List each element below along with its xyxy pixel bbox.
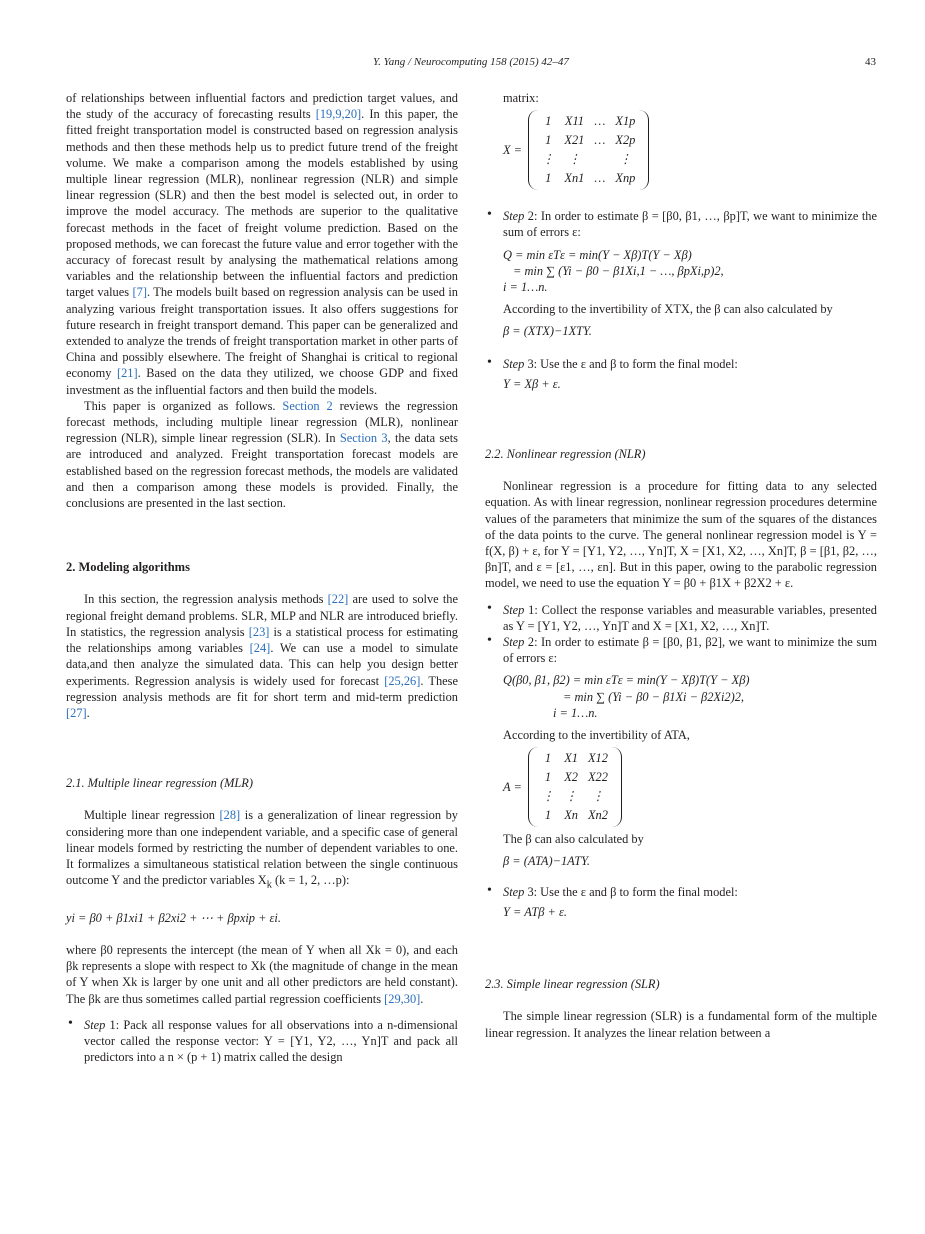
invertibility-note: According to the invertibility of ATA,	[503, 728, 690, 743]
matrix-cell: ⋮	[542, 152, 555, 167]
final-model-equation: Y = ATβ + ε.	[503, 904, 567, 919]
mlr-equation: yi = β0 + β1xi1 + β2xi2 + ⋯ + βpxip + εi.	[66, 910, 281, 925]
matrix-cell: ⋮	[591, 789, 605, 804]
final-model-equation: Y = Xβ + ε.	[503, 376, 561, 391]
matrix-cell: X2p	[615, 133, 636, 148]
intro-paragraph: of relationships between influential factors and prediction target values, and the study of the accuracy of forecasting results [19,9,20]. In this paper, the fitted freight transportation model is constructed based on regression analysis methods and then these methods help us to predict future trend of the freight volume. We make a comparison among the models established by using multiple linear regression (MLR), nonlinear regression (NLR) and simple linear regression (SLR) and then the best model is selected out, in order to improve the model accuracy. The methods are superior to the qualitative forecast methods in the facet of freight volume prediction. Based on the proposed methods, we can forecast the future value and error together with the accuracy of forecast result by analysing the mathematical relations among variables and the relationship between the influential factors and prediction target values [7]. The models built based on regression analysis can be used in analyzing various freight transportation issues. It also offers suggestions for future research in freight transport demand. This paper can be generalized and extended to analyze the trends of freight transportation market in other parts of China and possibly elsewhere. The freight of Shanghai is critical to regional economy [21]. Based on the data they utilized, we choose GDP and fixed investment as the influential factors and then build the models.	[66, 91, 458, 397]
matrix-cell: ⋮	[619, 152, 632, 167]
citation-link[interactable]: [22]	[327, 592, 349, 607]
subsection-heading: 2.2. Nonlinear regression (NLR)	[485, 447, 646, 462]
invertibility-note: According to the invertibility of XTX, the β can also calculated by	[503, 302, 833, 317]
matrix-cell: 1	[544, 751, 552, 766]
matrix-cell: X1	[564, 751, 578, 766]
matrix-cell: ⋮	[541, 789, 555, 804]
section-link[interactable]: Section 3	[339, 431, 388, 446]
citation-link[interactable]: [19,9,20]	[315, 107, 362, 122]
section-link[interactable]: Section 2	[282, 398, 333, 413]
matrix-cell: …	[594, 171, 606, 186]
citation-link[interactable]: [24]	[249, 641, 271, 656]
citation-link[interactable]: [23]	[248, 624, 270, 639]
subsection-heading: 2.1. Multiple linear regression (MLR)	[66, 776, 253, 791]
matrix-cell	[589, 150, 610, 169]
matrix-cell: 1	[544, 808, 552, 823]
matrix-cell: X1p	[615, 114, 636, 129]
beta-equation: β = (XTX)−1XTY.	[503, 324, 592, 339]
page-number: 43	[865, 56, 876, 68]
matrix-cell: …	[594, 133, 606, 148]
citation-link[interactable]: [21]	[116, 366, 138, 381]
matrix-cell: 1	[545, 114, 552, 129]
nlr-least-squares-equation: Q(β0, β1, β2) = min εTε = min(Y − Xβ)T(Y − Xβ) = min ∑ (Yi − β0 − β1Xi − β2Xi2)2, i = 1…n.	[503, 673, 750, 720]
section-intro-paragraph: In this section, the regression analysis methods [22] are used to solve the regional freight demand problems. SLR, MLP and NLR are introduced briefly. In statistics, the regression analysis [23] is a statistical process for estimating the relationships among variables [24]. We can use a model to simulate data,and then analyze the simulated data. This can help you design better experiments. Regression analysis is widely used for forecast [25,26]. These regression analysis methods are fit for short term and mid-term prediction [27].	[66, 592, 458, 720]
matrix-cell: ⋮	[568, 152, 581, 167]
citation-link[interactable]: [25,26]	[384, 673, 421, 688]
mlr-paragraph: Multiple linear regression [28] is a generalization of linear regression by considering more than one independent variable, and a specific case of general linear models formed by restricting the number of dependent variables to one. It formalizes a simultaneous statistical relation between the single continuous outcome Y and the predictor variables $X_k$ (k = 1, 2, …p):	[66, 808, 458, 891]
matrix-cell: X12	[587, 751, 608, 766]
citation-link[interactable]: [27]	[66, 705, 87, 720]
nlr-paragraph: Nonlinear regression is a procedure for fitting data to any selected equation. As with linear regression, nonlinear regression procedures determine values of the parameters that minimize the sum of the squares of the distances of the data points to the curve. The general nonlinear regression model is Y = f(X, β) + ε, for Y = [Y1, Y2, …, Yn]T, X = [X1, X2, …, Xn]T, β = [β1, β2, …, βn]T, and ε = [ε1, …, εn]. But in this paper, owing to the parabolic regression model, we need to use the equation Y = β0 + β1X + β2X2 + ε.	[485, 479, 877, 591]
step-1-item: • Step 1: Pack all response values for all observations into a n-dimensional vector called the response vector: Y = [Y1, Y2, …, Yn]T and pack all predictors into a n × (p + 1) matrix called the design	[66, 1017, 458, 1066]
citation-link[interactable]: [29,30]	[384, 991, 421, 1006]
matrix-cell: X21	[564, 133, 585, 148]
organization-paragraph: This paper is organized as follows. Section 2 reviews the regression forecast methods, including multiple linear regression (MLR), nonlinear regression (NLR), simple linear regression (SLR). In Section 3, the data sets are introduced and analyzed. Freight transportation forecast models are established based on the regression forecast methods, the models are validated and then a comparison among these models is provided. Finally, the conclusions are presented in the last section.	[66, 398, 458, 511]
matrix-cell: …	[594, 114, 606, 129]
matrix-cell: Xn	[564, 808, 578, 823]
beta-equation: β = (ATA)−1ATY.	[503, 854, 591, 869]
slr-paragraph: The simple linear regression (SLR) is a fundamental form of the multiple linear regression. It analyzes the linear relation between a	[485, 1009, 877, 1040]
beta-note: The β can also calculated by	[503, 832, 644, 847]
design-matrix: X = 1 X11 … X1p 1 X21 … X2p ⋮ ⋮ ⋮ 1 Xn1 … Xnp	[485, 110, 877, 190]
nlr-step-1-item: • Step 1: Collect the response variables and measurable variables, presented as Y = [Y1, Y2, …, Yn]T and X = [X1, X2, …, Xn]T.	[485, 602, 877, 634]
matrix-cell: Xn1	[564, 171, 585, 186]
matrix-label: matrix:	[503, 91, 539, 105]
matrix-cell: 1	[545, 133, 552, 148]
matrix-cell: 1	[545, 171, 552, 186]
journal-citation: Y. Yang / Neurocomputing 158 (2015) 42–47	[373, 56, 569, 68]
left-column	[66, 90, 458, 1065]
coefficient-paragraph: where β0 represents the intercept (the mean of Y when all Xk = 0), and each βk represents a slope with respect to Xk (the magnitude of change in the mean of Y when Xk is larger by one unit and all other predictors are held constant). The βk are thus sometimes called partial regression coefficients [29,30].	[66, 943, 458, 1006]
right-column	[485, 90, 877, 1041]
matrix-cell: Xnp	[615, 171, 636, 186]
nlr-step-2-item: • Step 2: In order to estimate β = [β0, β1, β2], we want to minimize the sum of errors ε:	[485, 634, 877, 666]
matrix-cell: X2	[564, 770, 578, 785]
citation-link[interactable]: [7]	[132, 285, 147, 300]
step-2-item: • Step 2: In order to estimate β = [β0, β1, …, βp]T, we want to minimize the sum of errors ε:	[485, 208, 877, 240]
parabolic-matrix: A = 1 X1 X12 1 X2 X22 ⋮ ⋮ ⋮ 1 Xn Xn2	[485, 747, 877, 827]
nlr-step-3-item: • Step 3: Use the ε and β to form the final model:	[485, 884, 877, 900]
least-squares-equation: Q = min εTε = min(Y − Xβ)T(Y − Xβ) = min ∑ (Yi − β0 − β1Xi,1 − …, βpXi,p)2, i = 1…n.	[503, 247, 724, 295]
matrix-cell: Xn2	[587, 808, 608, 823]
citation-link[interactable]: [28]	[219, 808, 241, 823]
section-heading: 2. Modeling algorithms	[66, 560, 190, 575]
matrix-cell: X11	[564, 114, 584, 129]
matrix-cell: 1	[544, 770, 552, 785]
matrix-cell: X22	[587, 770, 608, 785]
step-3-item: • Step 3: Use the ε and β to form the final model:	[485, 356, 877, 372]
subsection-heading: 2.3. Simple linear regression (SLR)	[485, 977, 660, 992]
matrix-cell: ⋮	[564, 789, 578, 804]
